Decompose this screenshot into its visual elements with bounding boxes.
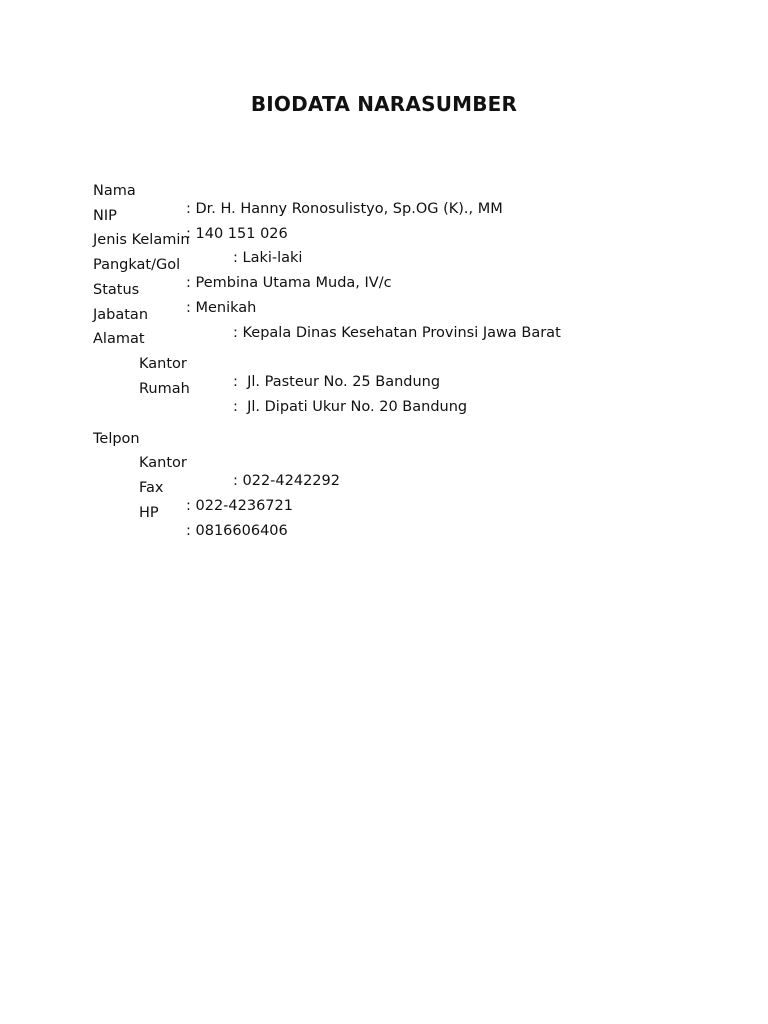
field-label: Jabatan <box>93 307 149 323</box>
field-value: : Menikah <box>186 300 257 316</box>
field-value: : Laki-laki <box>233 250 303 266</box>
field-label: Kantor <box>139 455 187 471</box>
field-value: : 022-4236721 <box>186 498 293 514</box>
field-value: : 022-4242292 <box>233 473 340 489</box>
field-value: : 0816606406 <box>186 523 288 539</box>
field-value: : Dr. H. Hanny Ronosulistyo, Sp.OG (K)., MM <box>186 201 503 217</box>
section-label: Telpon <box>93 431 140 447</box>
field-label: HP <box>139 505 159 521</box>
field-value: : Jl. Dipati Ukur No. 20 Bandung <box>233 399 468 415</box>
field-value: : Kepala Dinas Kesehatan Provinsi Jawa Barat <box>233 325 561 341</box>
field-label: Rumah <box>139 381 190 397</box>
field-label: Nama <box>93 183 136 199</box>
document-title: BIODATA NARASUMBER <box>250 92 518 116</box>
field-label: Pangkat/Gol <box>93 257 181 273</box>
field-value: : Pembina Utama Muda, IV/c <box>186 275 392 291</box>
field-label: Status <box>93 282 140 298</box>
field-label: Jenis Kelamin <box>93 232 190 248</box>
section-label: Alamat <box>93 331 145 347</box>
field-label: NIP <box>93 208 117 224</box>
field-value: : Jl. Pasteur No. 25 Bandung <box>233 374 441 390</box>
field-label: Kantor <box>139 356 187 372</box>
field-label: Fax <box>139 480 164 496</box>
field-value: : 140 151 026 <box>186 226 288 242</box>
